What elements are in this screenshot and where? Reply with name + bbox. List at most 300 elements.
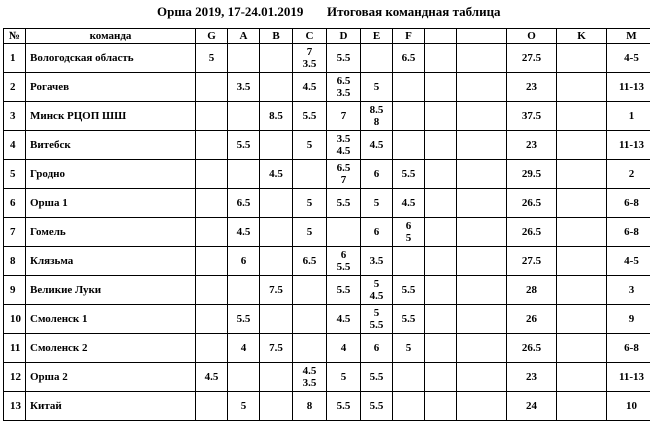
cell-text: 7 xyxy=(327,110,360,122)
cell-text: 5 xyxy=(361,278,392,290)
team-name xyxy=(26,218,196,247)
score-cell xyxy=(228,305,260,334)
cell-text: 5.5 xyxy=(327,52,360,64)
score-cell xyxy=(457,131,507,160)
cell-text: Орша 1 xyxy=(30,197,195,209)
score-cell xyxy=(425,160,457,189)
score-cell xyxy=(557,218,607,247)
score-cell xyxy=(327,189,361,218)
table-row xyxy=(4,44,650,73)
score-cell xyxy=(557,102,607,131)
cell-text: 12 xyxy=(10,371,25,383)
score-cell xyxy=(196,276,228,305)
score-cell xyxy=(607,218,650,247)
score-cell xyxy=(228,102,260,131)
cell-text: 11-13 xyxy=(607,81,650,93)
table-row xyxy=(4,363,650,392)
cell-text: 5 xyxy=(393,342,424,354)
score-cell xyxy=(293,189,327,218)
cell-text: 4.5 xyxy=(361,290,392,302)
score-cell xyxy=(361,189,393,218)
table-row xyxy=(4,247,650,276)
table-row xyxy=(4,334,650,363)
score-cell xyxy=(607,392,650,421)
cell-text: 3.5 xyxy=(327,133,360,145)
score-cell xyxy=(196,73,228,102)
cell-text: 4.5 xyxy=(361,139,392,151)
score-cell xyxy=(293,247,327,276)
cell-text: 11-13 xyxy=(607,139,650,151)
score-cell xyxy=(228,276,260,305)
score-cell xyxy=(457,160,507,189)
score-cell xyxy=(361,102,393,131)
score-cell xyxy=(457,73,507,102)
cell-text: 23 xyxy=(507,81,556,93)
score-cell xyxy=(327,392,361,421)
cell-text: Вологодская область xyxy=(30,52,195,64)
table-body xyxy=(4,44,650,421)
cell-text: 5 xyxy=(361,307,392,319)
score-cell xyxy=(196,189,228,218)
score-cell xyxy=(196,102,228,131)
score-cell xyxy=(260,189,293,218)
cell-text: 6 xyxy=(327,249,360,261)
score-cell xyxy=(607,73,650,102)
score-cell xyxy=(393,247,425,276)
score-cell xyxy=(557,334,607,363)
score-cell xyxy=(457,392,507,421)
cell-text: 3.5 xyxy=(293,58,326,70)
cell-text: 4.5 xyxy=(293,365,326,377)
score-cell xyxy=(196,160,228,189)
score-cell xyxy=(425,218,457,247)
cell-text: Китай xyxy=(30,400,195,412)
score-cell xyxy=(507,392,557,421)
cell-text: 3.5 xyxy=(293,377,326,389)
score-cell xyxy=(425,102,457,131)
page-header xyxy=(0,4,650,24)
score-cell xyxy=(260,334,293,363)
score-cell xyxy=(607,334,650,363)
table-row xyxy=(4,305,650,334)
cell-text: 5 xyxy=(393,232,424,244)
score-cell xyxy=(293,218,327,247)
score-cell xyxy=(196,305,228,334)
column-header: M xyxy=(607,29,650,44)
score-cell xyxy=(196,218,228,247)
cell-text: 2 xyxy=(10,81,25,93)
score-cell xyxy=(196,131,228,160)
score-cell xyxy=(425,305,457,334)
column-header: D xyxy=(327,29,361,44)
team-name xyxy=(26,363,196,392)
cell-text: Клязьма xyxy=(30,255,195,267)
table-row xyxy=(4,392,650,421)
cell-text: 1 xyxy=(10,52,25,64)
team-name xyxy=(26,102,196,131)
cell-text: 5.5 xyxy=(293,110,326,122)
score-cell xyxy=(457,276,507,305)
score-cell xyxy=(327,247,361,276)
score-cell xyxy=(507,102,557,131)
score-cell xyxy=(507,44,557,73)
cell-text: 5 xyxy=(293,226,326,238)
score-cell xyxy=(607,131,650,160)
score-cell xyxy=(196,334,228,363)
score-cell xyxy=(293,276,327,305)
score-cell xyxy=(557,247,607,276)
score-cell xyxy=(393,218,425,247)
score-cell xyxy=(457,218,507,247)
score-cell xyxy=(507,218,557,247)
cell-text: 4.5 xyxy=(196,371,227,383)
cell-text: 5.5 xyxy=(361,319,392,331)
cell-text: 6.5 xyxy=(393,52,424,64)
team-name xyxy=(26,44,196,73)
cell-text: 2 xyxy=(607,168,650,180)
score-cell xyxy=(393,160,425,189)
score-cell xyxy=(425,276,457,305)
cell-text: 29.5 xyxy=(507,168,556,180)
cell-text: 5 xyxy=(196,52,227,64)
score-cell xyxy=(228,73,260,102)
row-number xyxy=(4,305,26,334)
score-cell xyxy=(425,44,457,73)
cell-text: Смоленск 2 xyxy=(30,342,195,354)
score-cell xyxy=(457,363,507,392)
row-number xyxy=(4,392,26,421)
score-cell xyxy=(228,334,260,363)
cell-text: 7.5 xyxy=(260,284,292,296)
score-cell xyxy=(228,247,260,276)
cell-text: 27.5 xyxy=(507,255,556,267)
score-cell xyxy=(607,247,650,276)
cell-text: 3 xyxy=(10,110,25,122)
header-row xyxy=(4,29,650,44)
cell-text: 24 xyxy=(507,400,556,412)
cell-text: Минск РЦОП ШШ xyxy=(30,110,195,122)
tournament-title: Орша 2019, 17-24.01.2019 xyxy=(157,4,303,20)
score-cell xyxy=(293,131,327,160)
cell-text: 5 xyxy=(10,168,25,180)
cell-text: 8.5 xyxy=(361,104,392,116)
cell-text: 4-5 xyxy=(607,52,650,64)
score-cell xyxy=(393,73,425,102)
score-cell xyxy=(228,363,260,392)
score-cell xyxy=(607,160,650,189)
score-cell xyxy=(557,305,607,334)
cell-text: 4 xyxy=(327,342,360,354)
score-cell xyxy=(260,131,293,160)
cell-text: 26.5 xyxy=(507,342,556,354)
cell-text: 6.5 xyxy=(293,255,326,267)
team-name xyxy=(26,189,196,218)
score-cell xyxy=(457,189,507,218)
table-row xyxy=(4,189,650,218)
score-cell xyxy=(507,276,557,305)
cell-text: Витебск xyxy=(30,139,195,151)
table-row xyxy=(4,73,650,102)
table-row xyxy=(4,218,650,247)
score-cell xyxy=(361,276,393,305)
cell-text: 4.5 xyxy=(327,145,360,157)
score-cell xyxy=(260,102,293,131)
score-cell xyxy=(507,334,557,363)
row-number xyxy=(4,276,26,305)
cell-text: 5.5 xyxy=(393,168,424,180)
cell-text: 7 xyxy=(293,46,326,58)
cell-text: 7.5 xyxy=(260,342,292,354)
score-cell xyxy=(293,392,327,421)
cell-text: 4.5 xyxy=(293,81,326,93)
score-cell xyxy=(425,131,457,160)
score-cell xyxy=(260,160,293,189)
score-cell xyxy=(327,160,361,189)
score-cell xyxy=(425,392,457,421)
score-cell xyxy=(393,44,425,73)
score-cell xyxy=(393,276,425,305)
team-name xyxy=(26,392,196,421)
row-number xyxy=(4,160,26,189)
cell-text: 4 xyxy=(10,139,25,151)
cell-text: 5.5 xyxy=(327,400,360,412)
row-number xyxy=(4,131,26,160)
score-cell xyxy=(507,160,557,189)
score-cell xyxy=(425,247,457,276)
column-header: E xyxy=(361,29,393,44)
cell-text: 11-13 xyxy=(607,371,650,383)
score-cell xyxy=(425,189,457,218)
cell-text: 4-5 xyxy=(607,255,650,267)
cell-text: 5 xyxy=(327,371,360,383)
team-name xyxy=(26,247,196,276)
cell-text: 6-8 xyxy=(607,197,650,209)
column-header: A xyxy=(228,29,260,44)
cell-text: 5 xyxy=(293,197,326,209)
score-cell xyxy=(327,218,361,247)
score-cell xyxy=(361,73,393,102)
score-cell xyxy=(260,276,293,305)
cell-text: 5 xyxy=(293,139,326,151)
cell-text: 3.5 xyxy=(361,255,392,267)
cell-text: 5.5 xyxy=(393,284,424,296)
cell-text: Гродно xyxy=(30,168,195,180)
cell-text: 5.5 xyxy=(327,197,360,209)
cell-text: 11 xyxy=(10,342,25,354)
cell-text: 8 xyxy=(10,255,25,267)
score-cell xyxy=(607,102,650,131)
cell-text: 5.5 xyxy=(361,400,392,412)
cell-text: 23 xyxy=(507,371,556,383)
team-name xyxy=(26,73,196,102)
column-header xyxy=(457,29,507,44)
cell-text: 7 xyxy=(327,174,360,186)
row-number xyxy=(4,102,26,131)
score-cell xyxy=(393,305,425,334)
column-header: команда xyxy=(26,29,196,44)
cell-text: 9 xyxy=(607,313,650,325)
score-cell xyxy=(361,131,393,160)
cell-text: Смоленск 1 xyxy=(30,313,195,325)
score-cell xyxy=(196,247,228,276)
column-header: C xyxy=(293,29,327,44)
score-cell xyxy=(228,131,260,160)
cell-text: 6 xyxy=(361,226,392,238)
score-cell xyxy=(327,363,361,392)
score-cell xyxy=(327,102,361,131)
score-cell xyxy=(557,363,607,392)
score-cell xyxy=(293,363,327,392)
score-cell xyxy=(607,305,650,334)
score-cell xyxy=(327,305,361,334)
score-cell xyxy=(361,363,393,392)
score-cell xyxy=(557,131,607,160)
row-number xyxy=(4,189,26,218)
score-cell xyxy=(196,44,228,73)
cell-text: 7 xyxy=(10,226,25,238)
score-cell xyxy=(327,44,361,73)
cell-text: 6 xyxy=(10,197,25,209)
table-row xyxy=(4,160,650,189)
team-standings-table xyxy=(3,28,650,421)
score-cell xyxy=(607,44,650,73)
cell-text: 6.5 xyxy=(327,162,360,174)
cell-text: 8 xyxy=(361,116,392,128)
cell-text: 3.5 xyxy=(228,81,259,93)
cell-text: 6-8 xyxy=(607,226,650,238)
score-cell xyxy=(607,363,650,392)
column-header: № xyxy=(4,29,26,44)
table-row xyxy=(4,276,650,305)
cell-text: 5 xyxy=(361,197,392,209)
cell-text: Гомель xyxy=(30,226,195,238)
score-cell xyxy=(457,334,507,363)
cell-text: Рогачев xyxy=(30,81,195,93)
cell-text: 6 xyxy=(393,220,424,232)
column-header xyxy=(425,29,457,44)
column-header: F xyxy=(393,29,425,44)
score-cell xyxy=(507,247,557,276)
score-cell xyxy=(327,131,361,160)
score-cell xyxy=(228,160,260,189)
score-cell xyxy=(507,363,557,392)
score-cell xyxy=(361,160,393,189)
cell-text: 6 xyxy=(361,168,392,180)
score-cell xyxy=(557,276,607,305)
row-number xyxy=(4,218,26,247)
row-number xyxy=(4,44,26,73)
score-cell xyxy=(393,392,425,421)
table-row xyxy=(4,102,650,131)
cell-text: 27.5 xyxy=(507,52,556,64)
row-number xyxy=(4,363,26,392)
cell-text: 5.5 xyxy=(361,371,392,383)
team-name xyxy=(26,131,196,160)
score-cell xyxy=(507,131,557,160)
cell-text: 4.5 xyxy=(393,197,424,209)
row-number xyxy=(4,73,26,102)
score-cell xyxy=(293,102,327,131)
score-cell xyxy=(607,189,650,218)
cell-text: 6-8 xyxy=(607,342,650,354)
team-name xyxy=(26,160,196,189)
score-cell xyxy=(327,334,361,363)
cell-text: 10 xyxy=(607,400,650,412)
cell-text: 5 xyxy=(228,400,259,412)
row-number xyxy=(4,334,26,363)
cell-text: 5.5 xyxy=(327,261,360,273)
cell-text: 6 xyxy=(228,255,259,267)
score-cell xyxy=(293,305,327,334)
cell-text: 26.5 xyxy=(507,197,556,209)
score-cell xyxy=(393,131,425,160)
cell-text: 4.5 xyxy=(228,226,259,238)
cell-text: 37.5 xyxy=(507,110,556,122)
score-cell xyxy=(196,392,228,421)
score-cell xyxy=(557,73,607,102)
score-cell xyxy=(393,334,425,363)
score-cell xyxy=(557,44,607,73)
score-cell xyxy=(557,189,607,218)
score-cell xyxy=(425,334,457,363)
score-cell xyxy=(260,363,293,392)
cell-text: Великие Луки xyxy=(30,284,195,296)
score-cell xyxy=(361,44,393,73)
score-cell xyxy=(260,44,293,73)
score-cell xyxy=(327,276,361,305)
team-name xyxy=(26,334,196,363)
score-cell xyxy=(457,102,507,131)
cell-text: 3 xyxy=(607,284,650,296)
score-cell xyxy=(507,305,557,334)
score-cell xyxy=(557,160,607,189)
table-title: Итоговая командная таблица xyxy=(327,4,501,20)
cell-text: 6 xyxy=(361,342,392,354)
column-header: K xyxy=(557,29,607,44)
score-cell xyxy=(457,305,507,334)
cell-text: 23 xyxy=(507,139,556,151)
cell-text: 5 xyxy=(361,81,392,93)
score-cell xyxy=(293,44,327,73)
cell-text: Орша 2 xyxy=(30,371,195,383)
cell-text: 4.5 xyxy=(327,313,360,325)
cell-text: 6.5 xyxy=(327,75,360,87)
score-cell xyxy=(228,392,260,421)
table-row xyxy=(4,131,650,160)
cell-text: 3.5 xyxy=(327,87,360,99)
column-header: B xyxy=(260,29,293,44)
score-cell xyxy=(196,363,228,392)
score-cell xyxy=(393,363,425,392)
score-cell xyxy=(361,218,393,247)
score-cell xyxy=(293,334,327,363)
score-cell xyxy=(393,102,425,131)
cell-text: 26 xyxy=(507,313,556,325)
cell-text: 6.5 xyxy=(228,197,259,209)
cell-text: 8.5 xyxy=(260,110,292,122)
cell-text: 5.5 xyxy=(228,313,259,325)
column-header: G xyxy=(196,29,228,44)
cell-text: 5.5 xyxy=(327,284,360,296)
score-cell xyxy=(393,189,425,218)
score-cell xyxy=(293,160,327,189)
cell-text: 5.5 xyxy=(228,139,259,151)
cell-text: 5.5 xyxy=(393,313,424,325)
cell-text: 4 xyxy=(228,342,259,354)
score-cell xyxy=(457,247,507,276)
score-cell xyxy=(260,392,293,421)
score-cell xyxy=(228,44,260,73)
